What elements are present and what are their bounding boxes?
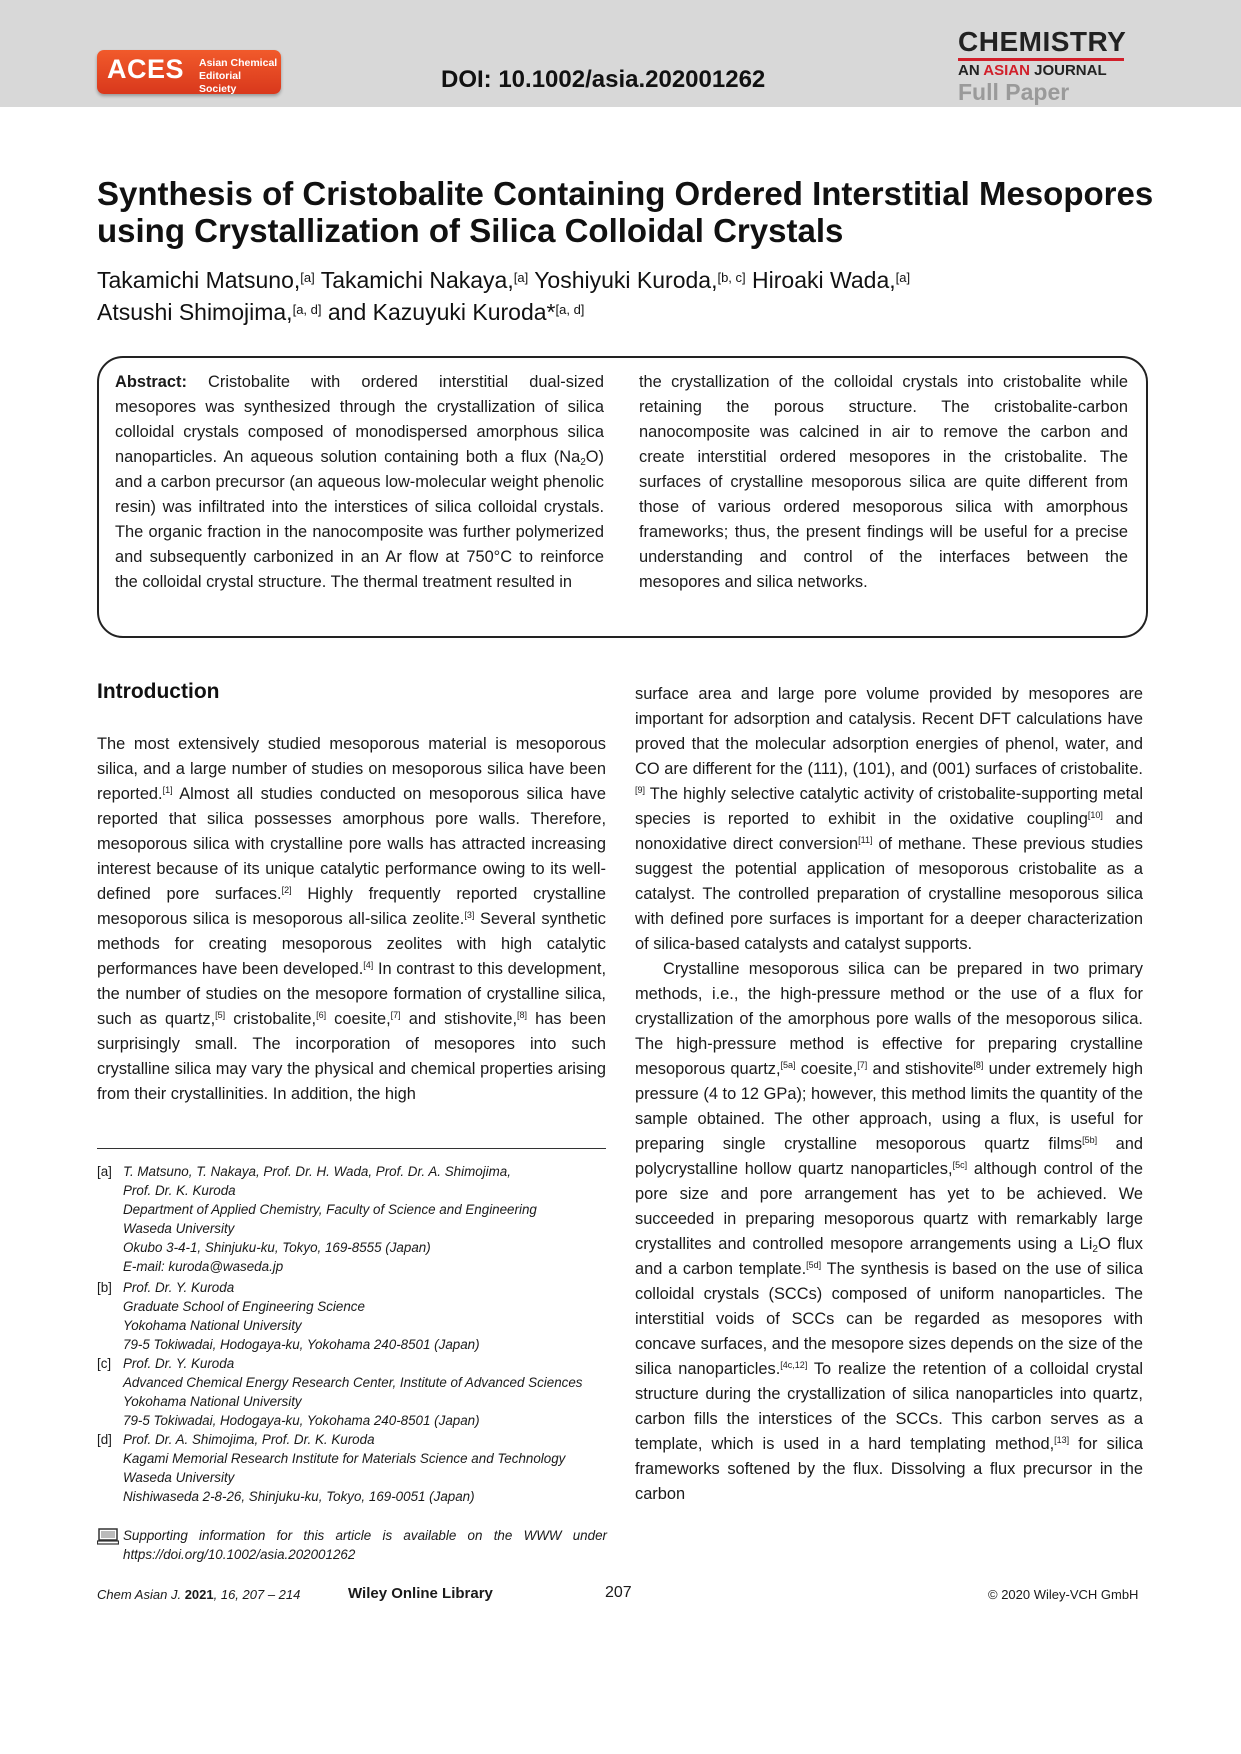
paragraph-text: under extremely high pressure (4 to 12 GPa); however, this method limits the quantity of the sample obtained. The other approach, using a flux, is useful for preparing single crystalline mesoporous quartz films [635,1060,1144,1153]
paragraph-text: cristobalite, [225,1010,317,1028]
affiliation-line: 79-5 Tokiwadai, Hodogaya-ku, Yokohama 240-8501 (Japan) [123,1413,480,1428]
paragraph-text: To realize the retention of a colloidal crystal structure during the crystallization of silica nanoparticles into quartz, carbon fills the interstices of the SCCs. This carbon serves as a template, which is used in a hard templating method, [635,1360,1143,1453]
affiliation-tag: [d] [97,1432,112,1447]
paragraph-text: for silica frameworks softened by the flux. Dissolving a flux precursor in the carbon [635,1435,1143,1503]
intro-paragraph [97,732,606,1107]
author-name: Hiroaki Wada, [752,267,896,293]
citation-reference: [3] [464,910,475,920]
footnote-divider [97,1148,606,1149]
citation-reference: [2] [281,885,292,895]
journal-name-asian-word: ASIAN [983,62,1030,79]
wiley-online-library-link[interactable]: Wiley Online Library [348,1585,493,1602]
paragraph-text: and stishovite [867,1060,974,1078]
supporting-information-note [97,1526,607,1564]
footer-year: 2021 [184,1587,214,1602]
journal-logo [958,27,1128,104]
citation-reference: [7] [857,1060,868,1070]
affiliation-line: Prof. Dr. Y. Kuroda [123,1280,235,1295]
citation-reference: [9] [635,785,646,795]
affiliation-line: Waseda University [123,1470,235,1485]
affiliation-block [97,1278,607,1354]
citation-reference: [5] [215,1010,226,1020]
abstract-label: Abstract: [115,373,187,391]
paragraph-text: Crystalline mesoporous silica can be prepared in two primary methods, i.e., the high-pressure method or the use of a flux for crystallization of the amorphous pore walls of the mesoporous silica. The high-pressure method is effective for preparing crystalline mesoporous quartz, [635,960,1143,1078]
citation-reference: [4c,12] [780,1360,808,1370]
citation-reference: [11] [858,835,873,845]
paragraph-text: of methane. These previous studies suggest the potential application of mesoporous cristobalite as a catalyst. The controlled preparation of crystalline mesoporous silica with defined pore surfaces is important for a deeper characterization of silica-based catalysts and catalyst supports. [635,835,1143,953]
paragraph-text: The most extensively studied mesoporous material is mesoporous silica, and a large number of studies on mesoporous silica have been reported. [97,735,606,803]
affiliation-block [97,1430,607,1506]
affiliation-line: T. Matsuno, T. Nakaya, Prof. Dr. H. Wada, Prof. Dr. A. Shimojima, [123,1164,511,1179]
affiliation-line: Department of Applied Chemistry, Faculty of Science and Engineering [123,1202,537,1217]
intro-right-column [635,682,1143,1507]
author-affiliation-mark: [a] [895,270,911,285]
journal-name-an: AN [958,62,984,79]
section-heading-introduction: Introduction [97,680,220,703]
affiliation-line: Waseda University [123,1221,235,1236]
intro-paragraph [635,682,1143,957]
affiliation-block [97,1354,607,1430]
page-number: 207 [605,1584,632,1601]
doi-link[interactable]: DOI: 10.1002/asia.202001262 [441,66,766,93]
citation-reference: [5c] [952,1160,968,1170]
citation-reference: [5a] [780,1060,796,1070]
citation-reference: [8] [517,1010,528,1020]
affiliation-line: Yokohama National University [123,1394,302,1409]
author-list [97,264,1157,328]
citation-reference: [13] [1054,1435,1070,1445]
paragraph-text: The highly selective catalytic activity of cristobalite-supporting metal species is reported to exhibit in the oxidative coupling [635,785,1143,828]
footer-citation [97,1587,300,1602]
abstract-box [97,356,1148,638]
journal-name-journal: JOURNAL [1029,62,1107,79]
paragraph-text: O flux and a carbon template. [635,1235,1143,1278]
author-name: Yoshiyuki Kuroda, [534,267,718,293]
paragraph-text: and stishovite, [400,1010,518,1028]
aces-logo [97,50,281,94]
article-type: Full Paper [958,79,1070,105]
paragraph-text: Highly frequently reported crystalline mesoporous silica is mesoporous all-silica zeolite. [97,885,606,928]
affiliation-tag: [c] [97,1356,112,1371]
affiliation-line: Prof. Dr. A. Shimojima, Prof. Dr. K. Kuroda [123,1432,375,1447]
author-affiliation-mark: [b, c] [717,270,746,285]
abstract-text: O) and a carbon precursor (an aqueous low-molecular weight phenolic resin) was infiltrated into the interstices of silica colloidal crystals. The organic fraction in the nanocomposite was further polymerized and subsequently carbonized in an Ar flow at 750°C to reinforce the colloidal crystal structure. The thermal treatment resulted in [115,448,604,591]
paragraph-text: and nonoxidative direct conversion [635,810,1143,853]
paragraph-text: and polycrystalline hollow quartz nanoparticles, [635,1135,1143,1178]
paragraph-text: Almost all studies conducted on mesoporous silica have reported that silica possesses amorphous pore walls. Therefore, mesoporous silica with crystalline pore walls has attracted increasing interest because of its unique catalytic performance owing to its well-defined pore surfaces. [97,785,606,903]
paragraph-text: Several synthetic methods for creating mesoporous zeolites with high catalytic performances have been developed. [97,910,606,978]
affiliation-tag: [a] [97,1164,112,1179]
copyright: © 2020 Wiley-VCH GmbH [988,1587,1139,1602]
citation-reference: [5d] [806,1260,822,1270]
affiliation-line: Prof. Dr. Y. Kuroda [123,1356,235,1371]
author-affiliation-mark: [a, d] [555,302,585,317]
supporting-information-text: Supporting information for this article is available on the WWW under https://doi.org/10.1002/asia.202001262 [123,1528,607,1562]
affiliation-line: Graduate School of Engineering Science [123,1299,365,1314]
abstract-left-column [115,370,604,595]
affiliation-line[interactable]: E-mail: kuroda@waseda.jp [123,1259,284,1274]
intro-left-column [97,732,606,1107]
affiliation-line: Nishiwaseda 2-8-26, Shinjuku-ku, Tokyo, 169-0051 (Japan) [123,1489,475,1504]
author-affiliation-mark: [a] [513,270,529,285]
intro-paragraph [635,957,1143,1507]
citation-reference: [1] [162,785,173,795]
paragraph-text: In contrast to this development, the number of studies on the mesopore formation of crystalline silica, such as quartz, [97,960,606,1028]
article-title: Synthesis of Cristobalite Containing Ordered Interstitial Mesopores using Crystallization of Silica Colloidal Crystals [97,175,1154,249]
affiliation-line: Okubo 3-4-1, Shinjuku-ku, Tokyo, 169-8555 (Japan) [123,1240,431,1255]
citation-reference: [4] [363,960,374,970]
citation-reference: [5b] [1082,1135,1098,1145]
author-name: Takamichi Nakaya, [320,267,514,293]
journal-name-asian [958,63,1128,79]
paragraph-text: The synthesis is based on the use of silica colloidal crystals (SCCs) composed of uniform nanoparticles. The interstitial voids of SCCs can be regarded as mesopores with concave surfaces, and the mesopore sizes depends on the size of the silica nanoparticles. [635,1260,1143,1378]
paragraph-text: although control of the pore size and pore arrangement has yet to be achieved. We succeeded in preparing mesoporous quartz with remarkably large crystallites and controlled mesopore arrangements using a Li [635,1160,1144,1253]
paragraph-text: has been surprisingly small. The incorporation of mesopores into such crystalline silica may vary the physical and chemical properties arising from their crystallinities. In addition, the high [97,1010,607,1103]
journal-name-chemistry: CHEMISTRY [958,26,1127,57]
subscript: 2 [1092,1244,1098,1255]
aces-logo-subtitle: Asian Chemical Editorial Society [199,57,278,95]
abstract-text: Cristobalite with ordered interstitial dual-sized mesopores was synthesized through the crystallization of silica colloidal crystals composed of monodispersed amorphous silica nanoparticles. An aqueous solution containing both a flux (Na [115,373,604,466]
author-name: and Kazuyuki Kuroda* [327,299,556,325]
author-affiliation-mark: [a, d] [292,302,322,317]
affiliation-line: Kagami Memorial Research Institute for Materials Science and Technology [123,1451,566,1466]
affiliation-tag: [b] [97,1280,112,1295]
paragraph-text: surface area and large pore volume provided by mesopores are important for adsorption and catalysis. Recent DFT calculations have proved that the molecular adsorption energies of phenol, water, and CO are different for the (111), (101), and (001) surfaces of cristobalite. [635,685,1143,778]
abstract-right-column: the crystallization of the colloidal crystals into cristobalite while retaining the porous structure. The cristobalite-carbon nanocomposite was calcined in air to remove the carbon and create interstitial ordered mesopores in the cristobalite. The surfaces of crystalline mesoporous silica are quite different from those of various ordered mesoporous silica with amorphous frameworks; thus, the present findings will be useful for a precise understanding and control of the interfaces between the mesopores and silica networks. [639,373,1128,591]
footer-volume-pages: , 16, 207 – 214 [213,1587,301,1602]
author-name: Atsushi Shimojima, [97,299,293,325]
affiliation-block [97,1162,607,1276]
subscript: 2 [580,457,586,468]
affiliation-line: Prof. Dr. K. Kuroda [123,1183,236,1198]
citation-reference: [7] [390,1010,401,1020]
computer-icon [97,1528,119,1546]
author-name: Takamichi Matsuno, [97,267,301,293]
paragraph-text: coesite, [795,1060,858,1078]
affiliation-line: 79-5 Tokiwadai, Hodogaya-ku, Yokohama 240-8501 (Japan) [123,1337,480,1352]
author-affiliation-mark: [a] [300,270,315,285]
aces-logo-word: ACES [107,54,185,84]
journal-red-bar [958,58,1124,61]
affiliation-line: Yokohama National University [123,1318,302,1333]
citation-reference: [10] [1087,810,1103,820]
affiliation-line: Advanced Chemical Energy Research Center, Institute of Advanced Sciences [123,1375,583,1390]
footer-journal: Chem Asian J. [97,1587,182,1602]
citation-reference: [8] [973,1060,984,1070]
citation-reference: [6] [316,1010,327,1020]
paragraph-text: coesite, [326,1010,391,1028]
